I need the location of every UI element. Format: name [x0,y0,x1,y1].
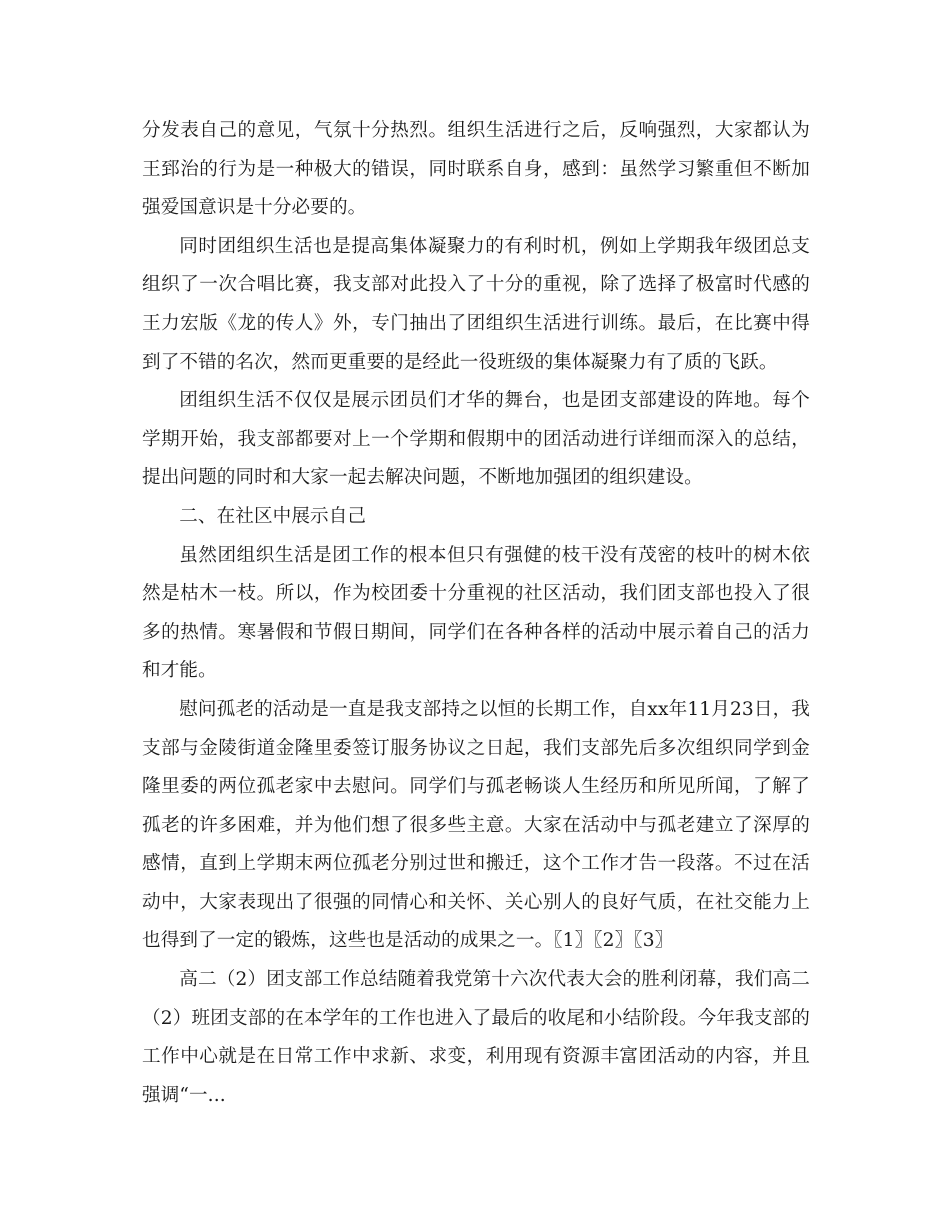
document-body [142,112,810,1115]
paragraph-6: 高二（2）团支部工作总结随着我党第十六次代表大会的胜利闭幕，我们高二（2）班团支部的在本学年的工作也进入了最后的收尾和小结阶段。今年我支部的工作中心就是在日常工作中求新、求变，利用现有资源丰富团活动的内容，并且强调“一... [142,969,810,1106]
paragraph-4: 虽然团组织生活是团工作的根本但只有强健的枝干没有茂密的枝叶的树木依然是枯木一枝。所以，作为校团委十分重视的社区活动，我们团支部也投入了很多的热情。寒暑假和节假日期间，同学们在各种各样的活动中展示着自己的活力和才能。 [142,544,810,682]
section-heading: 二、在社区中展示自己 [179,505,367,527]
paragraph-1: 分发表自己的意见，气氛十分热烈。组织生活进行之后，反响强烈，大家都认为王郅治的行为是一种极大的错误，同时联系自身，感到：虽然学习繁重但不断加强爱国意识是十分必要的。 [142,120,810,219]
paragraph-5: 慰问孤老的活动是一直是我支部持之以恒的长期工作，自xx年11月23日，我支部与金陵街道金隆里委签订服务协议之日起，我们支部先后多次组织同学到金隆里委的两位孤老家中去慰问。同学们与孤老畅谈人生经历和所见所闻，了解了孤老的许多困难，并为他们想了很多些主意。大家在活动中与孤老建立了深厚的感情，直到上学期末两位孤老分别过世和搬迁，这个工作才告一段落。不过在活动中，大家表现出了很强的同情心和关怀、关心别人的良好气质，在社交能力上也得到了一定的锻炼，这些也是活动的成果之一。〖1〗〖2〗〖3〗 [142,698,810,952]
paragraph-2: 同时团组织生活也是提高集体凝聚力的有利时机，例如上学期我年级团总支组织了一次合唱比赛，我支部对此投入了十分的重视，除了选择了极富时代感的王力宏版《龙的传人》外，专门抽出了团组织生活进行训练。最后，在比赛中得到了不错的名次，然而更重要的是经此一役班级的集体凝聚力有了质的飞跃。 [142,235,810,373]
paragraph-3: 团组织生活不仅仅是展示团员们才华的舞台，也是团支部建设的阵地。每个学期开始，我支部都要对上一个学期和假期中的团活动进行详细而深入的总结，提出问题的同时和大家一起去解决问题，不断地加强团的组织建设。 [142,390,810,489]
